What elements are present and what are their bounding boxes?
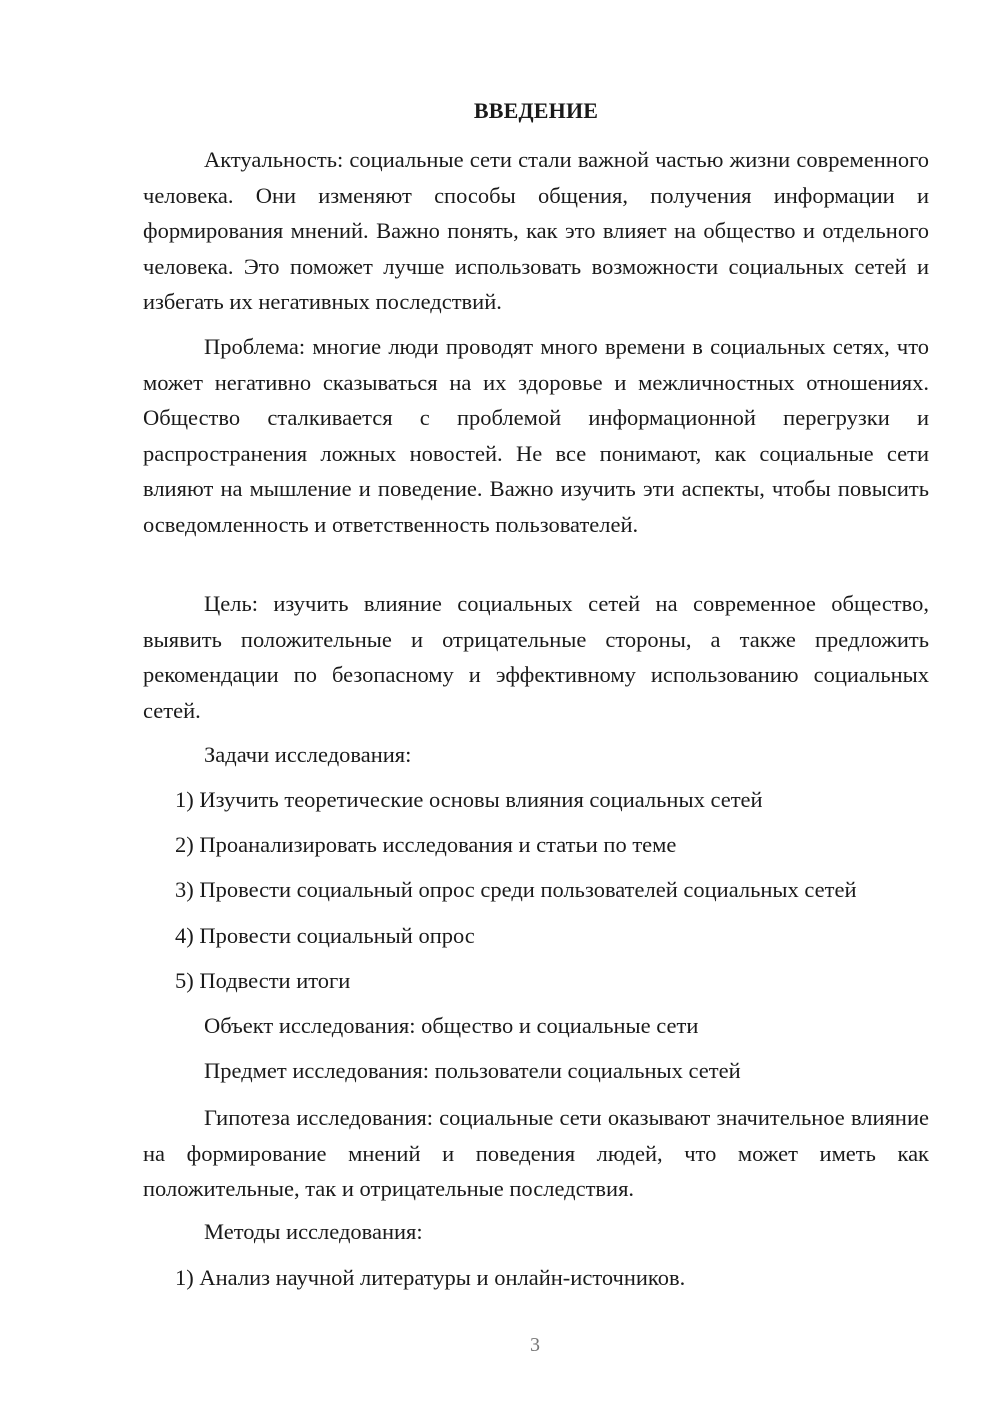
- task-item: 3) Провести социальный опрос среди пользователей социальных сетей: [175, 877, 857, 902]
- section-heading: ВВЕДЕНИЕ: [473, 98, 599, 123]
- method-item: 1) Анализ научной литературы и онлайн-источников.: [175, 1265, 686, 1290]
- task-item: 2) Проанализировать исследования и статьи по теме: [175, 832, 677, 857]
- research-subject: Предмет исследования: пользователи социальных сетей: [204, 1058, 741, 1083]
- goal-paragraph: Цель: изучить влияние социальных сетей на современное общество, выявить положительные и отрицательные стороны, а также предложить рекомендации по безопасному и эффективному использованию социальных сетей.: [143, 591, 929, 723]
- methods-heading: Методы исследования:: [204, 1219, 423, 1244]
- relevance-paragraph: Актуальность: социальные сети стали важной частью жизни современного человека. Они изменяют способы общения, получения информации и формирования мнений. Важно понять, как это влияет на общество и отдельного человека. Это поможет лучше использовать возможности социальных сетей и избегать их негативных последствий.: [143, 147, 929, 314]
- task-item: 5) Подвести итоги: [175, 968, 351, 993]
- task-item: 1) Изучить теоретические основы влияния социальных сетей: [175, 787, 763, 812]
- tasks-heading: Задачи исследования:: [204, 742, 412, 767]
- research-object: Объект исследования: общество и социальные сети: [204, 1013, 699, 1038]
- task-item: 4) Провести социальный опрос: [175, 923, 475, 948]
- problem-paragraph: Проблема: многие люди проводят много времени в социальных сетях, что может негативно сказываться на их здоровье и межличностных отношениях. Общество сталкивается с проблемой информационной перегрузки и распространения ложных новостей. Не все понимают, как социальные сети влияют на мышление и поведение. Важно изучить эти аспекты, чтобы повысить осведомленность и ответственность пользователей.: [143, 334, 929, 537]
- page-number: 3: [530, 1334, 540, 1356]
- hypothesis-paragraph: Гипотеза исследования: социальные сети оказывают значительное влияние на формирование мнений и поведения людей, что может иметь как положительные, так и отрицательные последствия.: [143, 1105, 929, 1201]
